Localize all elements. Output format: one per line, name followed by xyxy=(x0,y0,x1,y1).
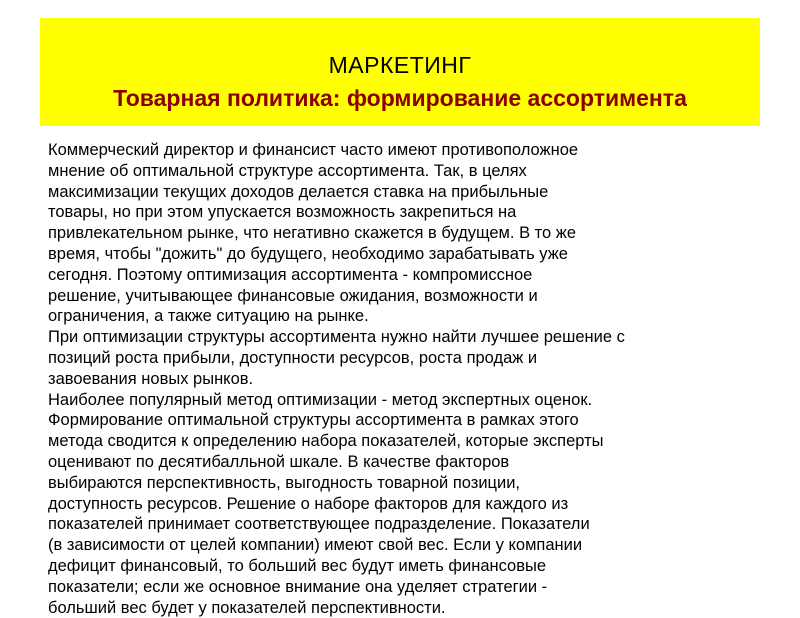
paragraph-2 xyxy=(48,327,760,389)
text-line: (в зависимости от целей компании) имеют свой вес. Если у компании xyxy=(48,536,583,555)
text-line: сегодня. Поэтому оптимизация ассортимента - компромиссное xyxy=(48,265,533,284)
paragraph-1 xyxy=(48,140,760,327)
title-banner xyxy=(40,18,760,126)
text-line: дефицит финансовый, то больший вес будут иметь финансовые xyxy=(48,556,547,575)
text-line: позиций роста прибыли, доступности ресурсов, роста продаж и xyxy=(48,348,538,367)
text-line: Коммерческий директор и финансист часто имеют противоположное xyxy=(48,141,579,159)
text-line: максимизации текущих доходов делается ставка на прибыльные xyxy=(48,182,549,201)
text-line: метода сводится к определению набора показателей, которые эксперты xyxy=(48,432,604,451)
page-title: МАРКЕТИНГ xyxy=(328,52,472,78)
text-line: оценивают по десятибалльной шкале. В качестве факторов xyxy=(48,452,510,471)
paragraph-3 xyxy=(48,390,760,618)
text-line: ограничения, а также ситуацию на рынке. xyxy=(48,307,369,326)
text-line: показатели; если же основное внимание она уделяет стратегии - xyxy=(48,577,548,596)
text-line: Формирование оптимальной структуры ассортимента в рамках этого xyxy=(48,411,579,430)
body-text xyxy=(48,140,760,618)
text-line: товары, но при этом упускается возможность закрепиться на xyxy=(48,203,517,222)
text-line: доступность ресурсов. Решение о наборе факторов для каждого из xyxy=(48,494,569,513)
text-line: Наиболее популярный метод оптимизации - метод экспертных оценок. xyxy=(48,390,593,409)
text-line: При оптимизации структуры ассортимента нужно найти лучшее решение с xyxy=(48,328,625,347)
page-subtitle: Товарная политика: формирование ассортимента xyxy=(113,85,687,111)
text-line: выбираются перспективность, выгодность товарной позиции, xyxy=(48,473,520,492)
text-line: мнение об оптимальной структуре ассортимента. Так, в целях xyxy=(48,161,527,180)
text-line: время, чтобы "дожить" до будущего, необходимо зарабатывать уже xyxy=(48,244,568,263)
text-line: показателей принимает соответствующее подразделение. Показатели xyxy=(48,515,590,534)
text-line: решение, учитывающее финансовые ожидания, возможности и xyxy=(48,286,538,305)
text-line: привлекательном рынке, что негативно скажется в будущем. В то же xyxy=(48,224,576,243)
text-line: больший вес будет у показателей перспективности. xyxy=(48,598,446,617)
text-line: завоевания новых рынков. xyxy=(48,369,254,388)
